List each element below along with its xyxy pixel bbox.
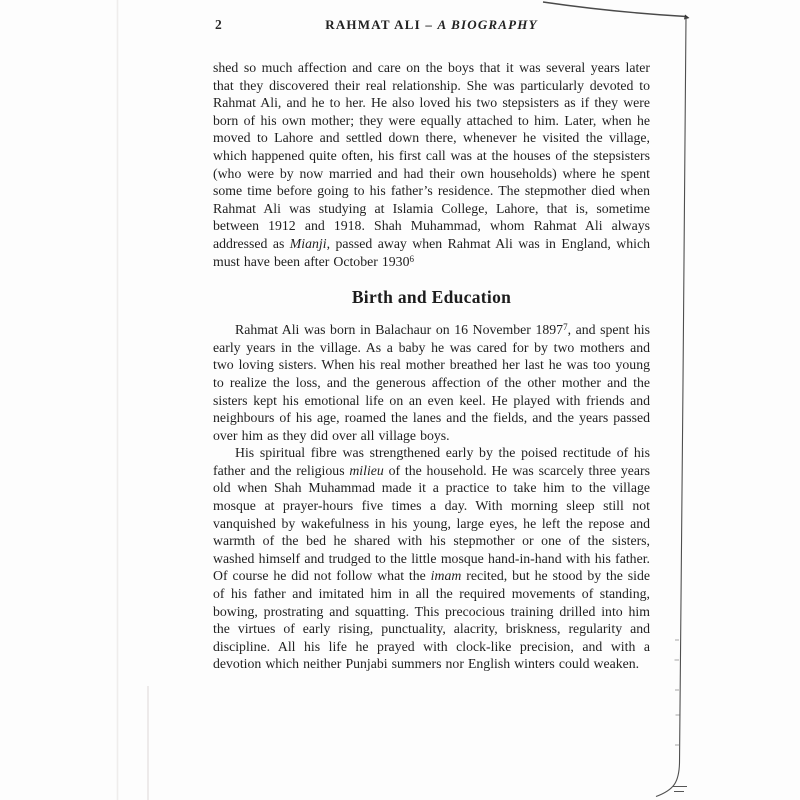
italic-term: imam [430,568,462,584]
footnote-marker: 7 [563,322,568,333]
running-title-subtitle: A BIOGRAPHY [437,17,538,32]
text-run: , passed away when Rahmat Ali was in England, which must have been after October 1930 [213,235,650,269]
running-title-separator: – [425,17,434,32]
footnote-marker: 6 [409,253,414,264]
intro-paragraphs [213,59,650,270]
text-run: shed so much affection and care on the boys that it was several years later that they discovered their real relationship. She was particularly devoted to Rahmat Ali, and he to her. He also loved his two stepsisters as if they were born of his own mother; they were equally attached to him. Later, when he moved to Lahore and settled down there, whenever he visited the village, which happened quite often, his first call was at the houses of the stepsisters (who were by now married and had their own households) where he spent some time before going to his father’s residence. The stepmother died when Rahmat Ali was studying at Islamia College, Lahore, that is, sometime between 1912 and 1918. Shah Muhammad, whom Rahmat Ali always addressed as [213,60,650,251]
paragraph [213,321,650,444]
paragraph [213,59,650,270]
paragraph [213,444,650,673]
text-run: His spiritual fibre was strengthened early by the poised rectitude of his father and the religious [213,445,650,478]
running-title-name: RAHMAT ALI [325,17,421,32]
section-heading: Birth and Education [351,287,512,308]
page-content [213,17,650,673]
italic-term: milieu [349,462,384,478]
italic-term: Mianji [289,235,327,251]
text-run: Rahmat Ali was born in Balachaur on 16 November 1897 [235,322,564,338]
running-header [213,17,650,33]
text-run: recited, but he stood by the side of his father and imitated him in all the required movements of standing, bowing, prostrating and squatting. This precocious training drilled into him the virtues of early rising, punctuality, alacrity, briskness, regularity and discipline. All his life he prayed with clock-like precision, and with a devotion which neither Punjabi summers nor English winters could weaken. [213,568,650,672]
section-paragraphs [213,321,650,673]
page-number: 2 [215,17,222,32]
text-run: , and spent his early years in the village. As a baby he was cared for by two mothers and two loving sisters. When his real mother breathed her last he was too young to realize the loss, and the generous affection of the other mother and the sisters kept his emotional life on an even keel. He played with friends and neighbours of his age, roamed the lanes and the fields, and the years passed over him as they did over all village boys. [213,322,650,443]
running-title [213,17,650,33]
text-run: of the household. He was scarcely three years old when Shah Muhammad made it a practice to take him to the village mosque at prayer-hours five times a day. With morning sleep still not vanquished by wakefulness in his young, large eyes, he left the repose and warmth of the bed he shared with his stepmother or one of the sisters, washed himself and trudged to the little mosque hand-in-hand with his father. Of course he did not follow what the [213,462,650,584]
